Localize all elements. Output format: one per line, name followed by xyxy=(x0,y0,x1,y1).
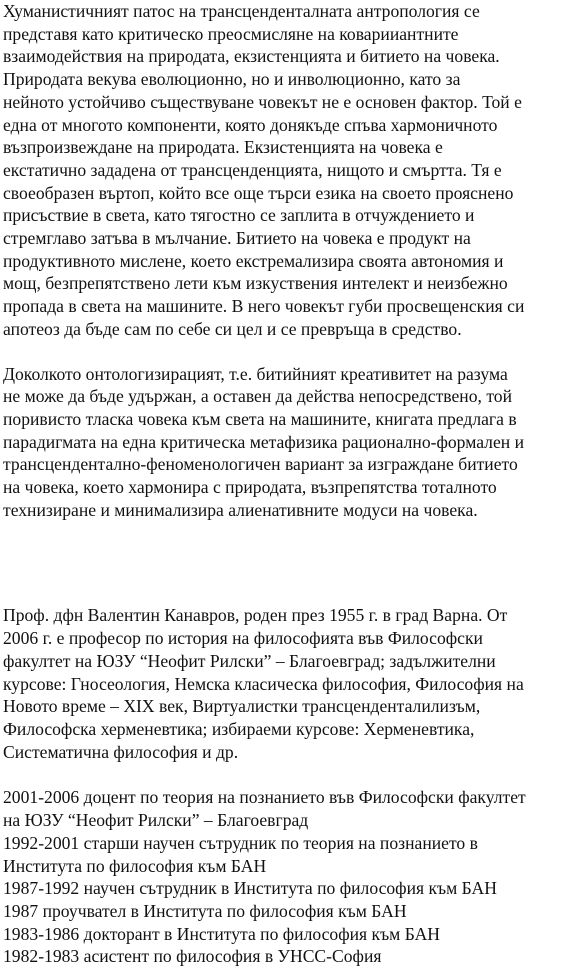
author-bio-paragraph: Проф. дфн Валентин Канавров, роден през 1955 г. в град Варна. От 2006 г. е професор по история на философията във Философски факултет на ЮЗУ “Неофит Рилски” – Благоевград; задължителни курсове: Гносеология, Немска класическа философия, Философия на Новото време – XIX век, Виртуалистки трансценденталилизъм, Философска херменевтика; избираеми курсове: Херменевтика, Систематична философия и др. xyxy=(3,605,524,762)
body-paragraph: Доколкото онтологизирацият, т.е. битийният креативитет на разума не може да бъде удържан, а оставен да действа непосредствено, той поривисто тласка човека към света на машините, книгата предлага в парадигмата на една критическа метафизика рационално-формален и трансцендентално-феноменологичен вариант за изграждане битието на човека, което хармонира с природата, възпрепятства тоталното технизиране и минимализира алиенативните модуси на човека. xyxy=(3,363,524,520)
body-paragraph: Хуманистичният патос на трансценденталната антропология се представя като критическо преосмисляне на коварииантните взаимодействия на природата, екзистенцията и битието на човека. Природата векува еволюционно, но и инволюционно, като за нейното устойчиво съществуване човекът не е основен фактор. Той е една от многото компоненти, която донякъде спъва хармоничното възпроизвеждане на природата. Екзистенцията на човека е екстатично зададена от трансценденцията, нищото и смъртта. Тя е своеобразен въртоп, който все още търси езика на своето прояснено присъствие в света, като тягостно се заплита в отчуждението и стремглаво затъва в мълчание. Битието на човека е продукт на продуктивното мислене, което екстремализира своята автономия и мощ, безпрепятствено лети към изкуствения интелект и неизбежно пропада в света на машините. В него човекът губи просвещенския си апотеоз да бъде сам по себе си цел и се превръща в средство. xyxy=(3,1,525,339)
career-timeline xyxy=(3,786,577,968)
timeline-entry: 1992-2001 старши научен сътрудник по теория на познанието в Института по философия към БАН xyxy=(3,832,478,876)
timeline-entry: 1982-1983 асистент по философия в УНСС-София xyxy=(3,946,382,967)
timeline-entry: 1987-1992 научен сътрудник в Института по философия към БАН xyxy=(3,878,497,899)
timeline-entry: 1987 проучвател в Института по философия към БАН xyxy=(3,900,407,921)
document-page xyxy=(3,0,577,968)
timeline-entry: 1983-1986 докторант в Института по философия към БАН xyxy=(3,923,440,944)
timeline-entry: 2001-2006 доцент по теория на познанието във Философски факултет на ЮЗУ “Неофит Рилски” – Благоевград xyxy=(3,787,526,831)
